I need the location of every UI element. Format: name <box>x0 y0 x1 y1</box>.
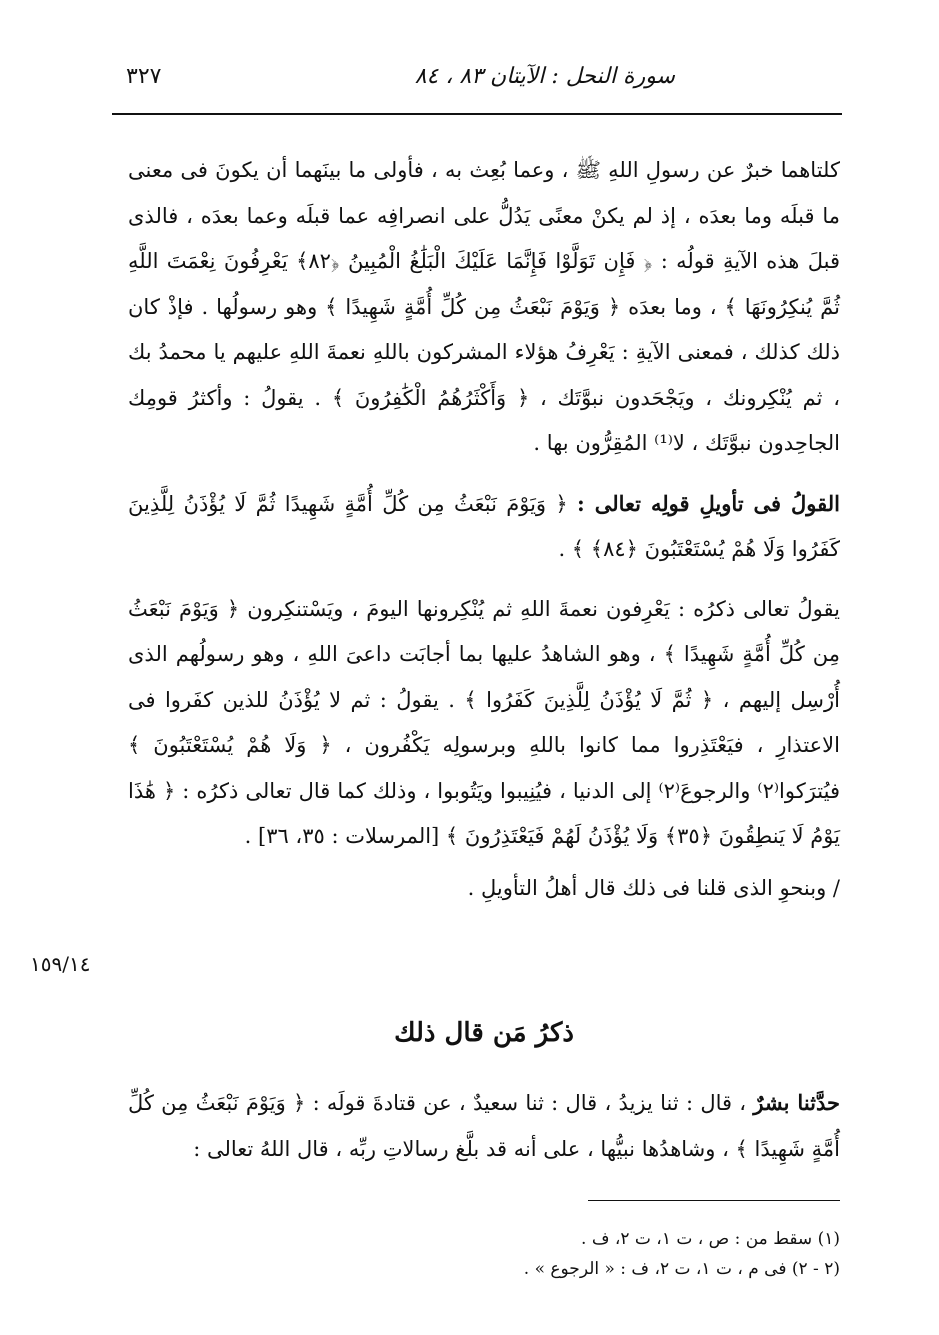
header-divider <box>112 113 842 115</box>
page-number: ٣٢٧ <box>126 64 162 89</box>
footnote-item: (٢ - ٢) فى م ، ت ١، ت ٢، ف : « الرجوع » . <box>523 1259 840 1279</box>
narration-body: ، قال : ثنا يزيدُ ، قال : ثنا سعيدٌ ، عن قتادةَ قولَه : ﴿ وَيَوْمَ نَبْعَثُ مِن كُلِّ أُمَّةٍ شَهِيدًا ﴾ ، وشاهدُها نبيُّها ، على أنه قد بلَّغ رسالاتِ ربِّه ، قال اللهُ تعالى : <box>128 1091 840 1161</box>
verse-heading-text: ﴿ وَيَوْمَ نَبْعَثُ مِن كُلِّ أُمَّةٍ شَهِيدًا ثُمَّ لَا يُؤْذَنُ لِلَّذِينَ كَفَرُوا وَلَا هُمْ يُسْتَعْتَبُونَ ﴿٨٤﴾ ﴾ . <box>128 491 840 561</box>
section-heading: ذكرُ مَن قال ذلك <box>394 1018 574 1048</box>
footnotes <box>240 1224 840 1284</box>
running-title: سورة النحل : الآيتان ٨٣ ، ٨٤ <box>414 64 675 89</box>
paragraph: يقولُ تعالى ذكرُه : يَعْرِفون نعمةَ اللهِ ثم يُنْكِرونها اليومَ ، ويَسْتنكِرون ﴿ وَيَوْمَ نَبْعَثُ مِن كُلِّ أُمَّةٍ شَهِيدًا ﴾ ، وهو الشاهدُ عليها بما أجابَت داعىَ اللهِ ، وهو رسولُهم الذى أُرْسِل إليهم ، ﴿ ثُمَّ لَا يُؤْذَنُ لِلَّذِينَ كَفَرُوا ﴾ . يقولُ : ثم لا يُؤْذَنُ للذين كفَروا فى الاعتذارِ ، فيَعْتَذِروا مما كانوا باللهِ وبرسولِه يَكْفُرون ، ﴿ وَلَا هُمْ يُسْتَعْتَبُونَ ﴾ فيُترَكوا⁽٢⁾ والرجوعَ⁽٢⁾ إلى الدنيا ، فيُنِيبوا ويَتُوبوا ، وذلك كما قال تعالى ذكرُه : ﴿ هَٰذَا يَوْمُ لَا يَنطِقُونَ ﴿٣٥﴾ وَلَا يُؤْذَنُ لَهُمْ فَيَعْتَذِرُونَ ﴾ [المرسلات : ٣٥، ٣٦] . <box>128 596 840 848</box>
paragraph: / وبنحوِ الذى قلنا فى ذلك قال أهلُ التأويلِ . <box>467 875 840 900</box>
paragraph: كلتاهما خبرٌ عن رسولِ اللهِ ﷺ ، وعما بُعِث به ، فأولى ما بينَهما أن يكونَ فى معنى ما قبلَه وما بعدَه ، إذ لم يكنْ معنًى يَدُلُّ على انصرافِه عما قبلَه وعما بعدَه ، فالذى قبلَ هذه الآيةِ قولُه : ﴿ فَإِن تَوَلَّوْا فَإِنَّمَا عَلَيْكَ الْبَلَٰغُ الْمُبِينُ ﴿٨٢﴾ يَعْرِفُونَ نِعْمَتَ اللَّهِ ثُمَّ يُنكِرُونَهَا ﴾ ، وما بعدَه ﴿ وَيَوْمَ نَبْعَثُ مِن كُلِّ أُمَّةٍ شَهِيدًا ﴾ وهو رسولُها . فإذْ كان ذلك كذلك ، فمعنى الآيةِ : يَعْرِفُ هؤلاء المشركون باللهِ نعمةَ اللهِ عليهم يا محمدُ بك ، ثم يُنْكِرونك ، ويَجْحَدون نبوَّتَك ، ﴿ وَأَكْثَرُهُمُ الْكَٰفِرُونَ ﴾ . يقولُ : وأكثرُ قومِك الجاحِدون نبوَّتَك ، لا⁽¹⁾ المُقِرُّون بها . <box>128 158 840 455</box>
footnote-item: (١) سقط من : ص ، ت ١، ت ٢، ف . <box>581 1229 840 1249</box>
main-text <box>128 148 840 911</box>
paragraph-narration <box>128 1080 840 1172</box>
paragraph-verse-heading <box>128 481 840 573</box>
narration-text <box>128 1080 840 1172</box>
narration-lead: حدَّثنا بشرٌ <box>753 1090 841 1115</box>
verse-heading-lead: القولُ فى تأويلِ قولِه تعالى : <box>577 490 841 516</box>
running-header <box>110 58 845 106</box>
footnote-divider <box>588 1200 840 1201</box>
margin-reference: ١٥٩/١٤ <box>30 952 91 976</box>
